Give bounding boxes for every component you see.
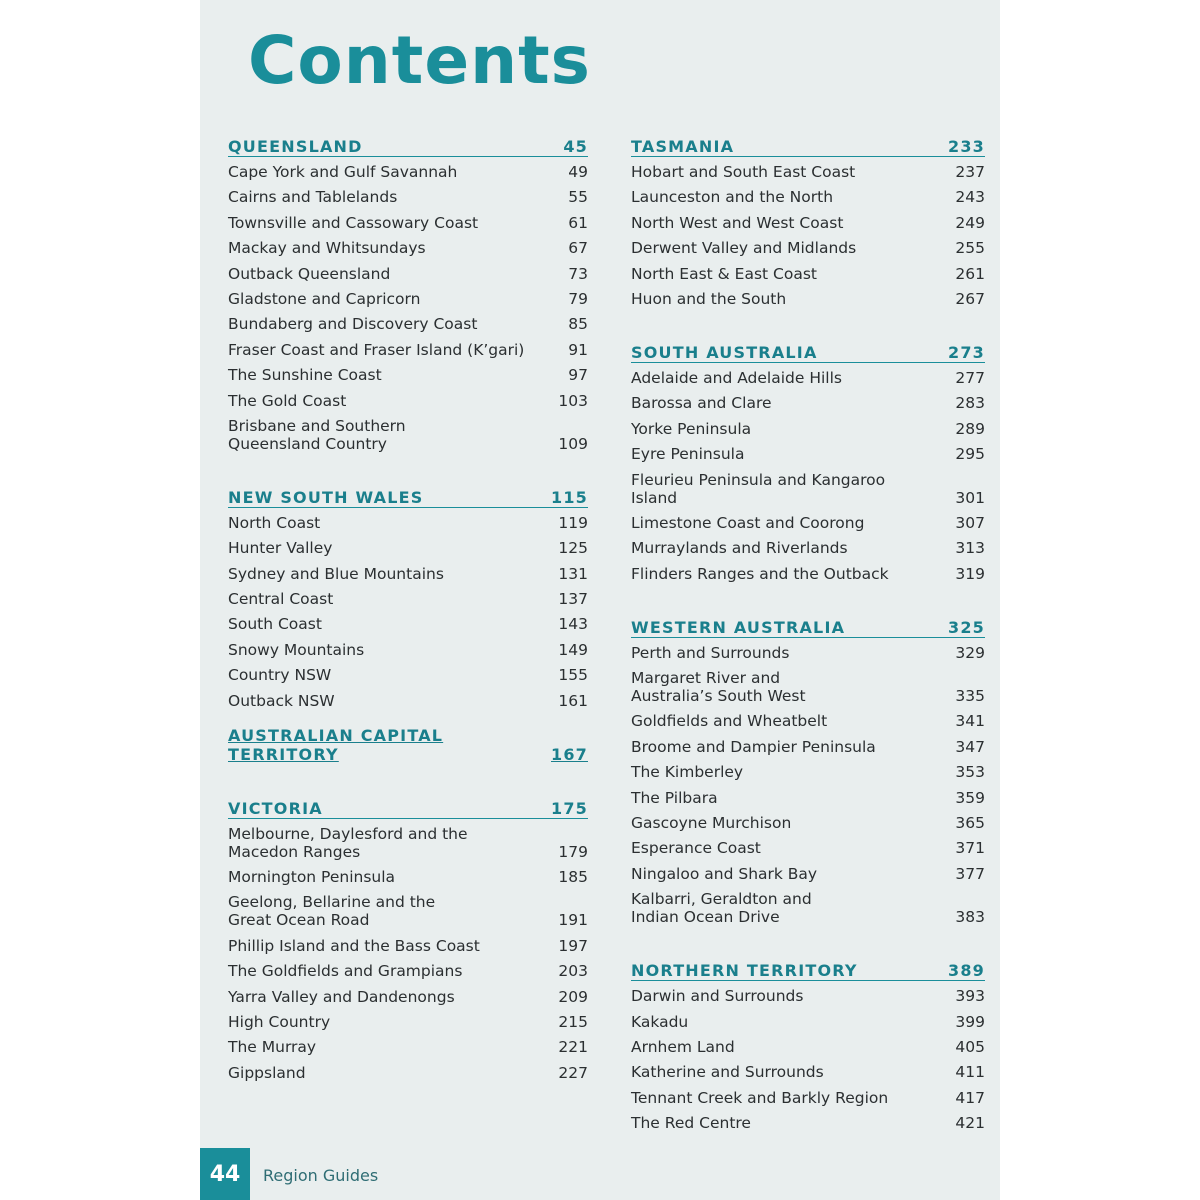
contents-entry	[228, 239, 588, 257]
contents-entry	[228, 1038, 588, 1056]
section-heading-label: VICTORIA	[228, 798, 323, 818]
contents-entry	[631, 239, 985, 257]
section-heading-page: 273	[948, 342, 985, 362]
contents-entry	[631, 712, 985, 730]
entry-title: Sydney and Blue Mountains	[228, 564, 444, 583]
entry-page-number: 203	[558, 962, 588, 981]
section-heading-page: 167	[551, 744, 588, 764]
entry-page-number: 243	[955, 188, 985, 207]
contents-entry	[228, 641, 588, 659]
contents-entry	[228, 188, 588, 206]
entry-page-number: 125	[558, 539, 588, 558]
entry-page-number: 411	[955, 1063, 985, 1082]
entry-title: Gladstone and Capricorn	[228, 289, 421, 308]
entry-title: Broome and Dampier Peninsula	[631, 737, 876, 756]
section-heading-label: AUSTRALIAN CAPITAL TERRITORY	[228, 725, 444, 764]
entry-title: The Goldfields and Grampians	[228, 962, 463, 981]
contents-entry	[631, 669, 985, 705]
section-western-australia	[631, 615, 985, 927]
entry-title: Brisbane and Southern Queensland Country	[228, 416, 406, 453]
contents-entry	[631, 1013, 985, 1031]
contents-entry	[228, 1013, 588, 1031]
entry-page-number: 197	[558, 936, 588, 955]
entry-page-number: 289	[955, 419, 985, 438]
contents-entry	[631, 789, 985, 807]
contents-entry	[228, 417, 588, 453]
contents-entry	[631, 1063, 985, 1081]
entry-page-number: 221	[558, 1038, 588, 1057]
contents-right-column	[631, 134, 985, 1164]
entry-title: Cape York and Gulf Savannah	[228, 163, 458, 181]
entry-page-number: 301	[955, 488, 985, 507]
entry-title: South Coast	[228, 615, 322, 634]
contents-entry	[228, 214, 588, 232]
contents-entry	[631, 369, 985, 387]
contents-entry	[228, 290, 588, 308]
section-heading	[228, 485, 588, 508]
entry-page-number: 103	[558, 391, 588, 410]
entry-title: Mackay and Whitsundays	[228, 239, 426, 258]
entry-page-number: 109	[558, 434, 588, 453]
page-title: Contents	[248, 22, 591, 99]
entry-page-number: 255	[955, 239, 985, 258]
contents-entry	[228, 265, 588, 283]
section-tasmania	[631, 134, 985, 308]
entry-title: Margaret River and Australia’s South West	[631, 669, 806, 706]
entry-page-number: 209	[558, 987, 588, 1006]
entry-title: Darwin and Surrounds	[631, 987, 804, 1006]
entry-title: Flinders Ranges and the Outback	[631, 564, 889, 583]
section-heading-page: 233	[948, 137, 985, 156]
entry-page-number: 421	[955, 1114, 985, 1133]
book-page	[200, 0, 1000, 1200]
entry-title: Derwent Valley and Midlands	[631, 239, 857, 258]
entry-page-number: 61	[568, 213, 588, 232]
entry-title: Outback NSW	[228, 691, 335, 710]
contents-entry	[631, 814, 985, 832]
entry-page-number: 393	[955, 987, 985, 1006]
entry-page-number: 417	[955, 1088, 985, 1107]
entry-title: Kakadu	[631, 1012, 689, 1031]
section-heading	[631, 340, 985, 363]
contents-entry	[631, 188, 985, 206]
section-heading-page: 115	[551, 487, 588, 507]
entry-title: Katherine and Surrounds	[631, 1063, 824, 1082]
contents-entry	[228, 514, 588, 532]
entry-page-number: 97	[568, 366, 588, 385]
contents-entry	[228, 392, 588, 410]
contents-entry	[631, 539, 985, 557]
entry-title: Arnhem Land	[631, 1037, 735, 1056]
contents-entry	[228, 565, 588, 583]
section-heading-label: NEW SOUTH WALES	[228, 487, 424, 507]
entry-title: Gippsland	[228, 1063, 306, 1082]
entry-page-number: 79	[568, 289, 588, 308]
entry-page-number: 319	[955, 564, 985, 583]
entry-title: Geelong, Bellarine and the Great Ocean Road	[228, 893, 436, 930]
entry-page-number: 335	[955, 687, 985, 706]
contents-entry	[631, 265, 985, 283]
contents-entry	[228, 893, 588, 929]
footer-section-label: Region Guides	[263, 1166, 379, 1185]
entry-title: Yorke Peninsula	[631, 419, 752, 438]
contents-entry	[228, 315, 588, 333]
contents-entry	[631, 839, 985, 857]
contents-entry	[228, 590, 588, 608]
section-heading-label: TASMANIA	[631, 137, 735, 156]
section-heading-page: 389	[948, 961, 985, 981]
contents-entry	[228, 962, 588, 980]
entry-title: Barossa and Clare	[631, 394, 772, 413]
entry-title: Tennant Creek and Barkly Region	[631, 1088, 889, 1107]
contents-entry	[228, 692, 588, 710]
entry-page-number: 399	[955, 1012, 985, 1031]
section-heading	[228, 796, 588, 819]
entry-page-number: 261	[955, 264, 985, 283]
entry-page-number: 149	[558, 640, 588, 659]
entry-title: Hobart and South East Coast	[631, 163, 856, 181]
section-heading	[228, 725, 588, 764]
contents-entry	[228, 988, 588, 1006]
entry-title: Hunter Valley	[228, 539, 333, 558]
entry-page-number: 155	[558, 666, 588, 685]
contents-entry	[631, 420, 985, 438]
section-heading	[631, 134, 985, 157]
entry-page-number: 55	[568, 188, 588, 207]
entry-page-number: 377	[955, 864, 985, 883]
entry-title: Limestone Coast and Coorong	[631, 513, 865, 532]
entry-title: Fraser Coast and Fraser Island (K’gari)	[228, 340, 525, 359]
entry-title: Murraylands and Riverlands	[631, 539, 848, 558]
section-south-australia	[631, 340, 985, 583]
entry-title: Adelaide and Adelaide Hills	[631, 368, 842, 387]
entry-title: High Country	[228, 1012, 331, 1031]
contents-entry	[228, 666, 588, 684]
entry-title: Esperance Coast	[631, 839, 761, 858]
entry-page-number: 277	[955, 368, 985, 387]
contents-entry	[631, 738, 985, 756]
entry-page-number: 237	[955, 163, 985, 181]
entry-title: Cairns and Tablelands	[228, 188, 398, 207]
entry-page-number: 405	[955, 1037, 985, 1056]
entry-title: The Pilbara	[631, 788, 718, 807]
page-number-badge: 44	[200, 1148, 250, 1200]
entry-page-number: 347	[955, 737, 985, 756]
entry-page-number: 131	[558, 564, 588, 583]
section-heading-label: SOUTH AUSTRALIA	[631, 342, 818, 362]
contents-entry	[228, 366, 588, 384]
contents-entry	[631, 763, 985, 781]
entry-title: Fleurieu Peninsula and Kangaroo Island	[631, 470, 886, 507]
entry-page-number: 283	[955, 394, 985, 413]
entry-page-number: 215	[558, 1012, 588, 1031]
entry-title: Kalbarri, Geraldton and Indian Ocean Drive	[631, 890, 812, 927]
entry-page-number: 191	[558, 911, 588, 930]
contents-entry	[631, 1089, 985, 1107]
section-heading-label: QUEENSLAND	[228, 137, 363, 156]
contents-entry	[631, 471, 985, 507]
entry-title: Country NSW	[228, 666, 332, 685]
section-northern-territory	[631, 958, 985, 1132]
entry-page-number: 313	[955, 539, 985, 558]
contents-entry	[631, 1038, 985, 1056]
contents-entry	[228, 615, 588, 633]
contents-entry	[631, 394, 985, 412]
entry-page-number: 249	[955, 213, 985, 232]
contents-entry	[631, 214, 985, 232]
entry-title: Bundaberg and Discovery Coast	[228, 315, 478, 334]
entry-title: Gascoyne Murchison	[631, 814, 792, 833]
section-heading	[631, 615, 985, 638]
entry-title: North Coast	[228, 513, 321, 532]
entry-page-number: 185	[558, 868, 588, 887]
entry-page-number: 143	[558, 615, 588, 634]
entry-page-number: 329	[955, 643, 985, 662]
entry-page-number: 227	[558, 1063, 588, 1082]
contents-entry	[631, 1114, 985, 1132]
entry-title: Mornington Peninsula	[228, 868, 396, 887]
entry-page-number: 307	[955, 513, 985, 532]
entry-page-number: 137	[558, 590, 588, 609]
contents-entry	[631, 163, 985, 181]
entry-title: Phillip Island and the Bass Coast	[228, 936, 480, 955]
entry-page-number: 365	[955, 814, 985, 833]
entry-page-number: 73	[568, 264, 588, 283]
entry-page-number: 91	[568, 340, 588, 359]
entry-page-number: 359	[955, 788, 985, 807]
entry-title: The Red Centre	[631, 1114, 751, 1133]
entry-title: Perth and Surrounds	[631, 643, 790, 662]
entry-title: Outback Queensland	[228, 264, 391, 283]
entry-title: Central Coast	[228, 590, 334, 609]
contents-entry	[228, 341, 588, 359]
contents-entry	[631, 290, 985, 308]
section-victoria	[228, 796, 588, 1082]
entry-title: Eyre Peninsula	[631, 445, 745, 464]
entry-title: The Murray	[228, 1038, 317, 1057]
entry-page-number: 353	[955, 763, 985, 782]
contents-entry	[228, 825, 588, 861]
entry-page-number: 295	[955, 445, 985, 464]
entry-title: North West and West Coast	[631, 213, 844, 232]
entry-title: The Sunshine Coast	[228, 366, 382, 385]
contents-entry	[631, 445, 985, 463]
section-heading-page: 45	[563, 137, 588, 156]
section-heading-page: 325	[948, 617, 985, 637]
entry-page-number: 267	[955, 289, 985, 308]
contents-entry	[631, 987, 985, 1005]
contents-entry	[631, 890, 985, 926]
entry-title: Yarra Valley and Dandenongs	[228, 987, 455, 1006]
entry-page-number: 67	[568, 239, 588, 258]
entry-page-number: 49	[568, 163, 588, 181]
contents-entry	[631, 865, 985, 883]
entry-page-number: 341	[955, 712, 985, 731]
entry-page-number: 383	[955, 908, 985, 927]
entry-page-number: 119	[558, 513, 588, 532]
entry-page-number: 161	[558, 691, 588, 710]
contents-entry	[228, 1064, 588, 1082]
entry-title: Snowy Mountains	[228, 640, 365, 659]
contents-entry	[228, 539, 588, 557]
section-heading	[631, 958, 985, 981]
entry-title: Goldfields and Wheatbelt	[631, 712, 828, 731]
entry-page-number: 85	[568, 315, 588, 334]
entry-title: The Gold Coast	[228, 391, 347, 410]
contents-entry	[228, 937, 588, 955]
entry-title: Huon and the South	[631, 289, 787, 308]
section-heading	[228, 134, 588, 157]
entry-title: Melbourne, Daylesford and the Macedon Ranges	[228, 824, 468, 861]
contents-entry	[631, 565, 985, 583]
section-new-south-wales	[228, 485, 588, 710]
section-queensland	[228, 134, 588, 453]
entry-title: Townsville and Cassowary Coast	[228, 213, 479, 232]
entry-page-number: 371	[955, 839, 985, 858]
section-heading-label: WESTERN AUSTRALIA	[631, 617, 846, 637]
entry-title: Ningaloo and Shark Bay	[631, 864, 818, 883]
contents-entry	[228, 868, 588, 886]
contents-entry	[631, 644, 985, 662]
section-heading-label: NORTHERN TERRITORY	[631, 961, 858, 981]
entry-page-number: 179	[558, 842, 588, 861]
contents-left-column	[228, 134, 588, 1114]
entry-title: Launceston and the North	[631, 188, 834, 207]
contents-entry	[631, 514, 985, 532]
contents-entry	[228, 163, 588, 181]
entry-title: North East & East Coast	[631, 264, 817, 283]
section-heading-page: 175	[551, 798, 588, 818]
entry-title: The Kimberley	[631, 763, 744, 782]
section-australian-capital-territory	[228, 725, 588, 764]
